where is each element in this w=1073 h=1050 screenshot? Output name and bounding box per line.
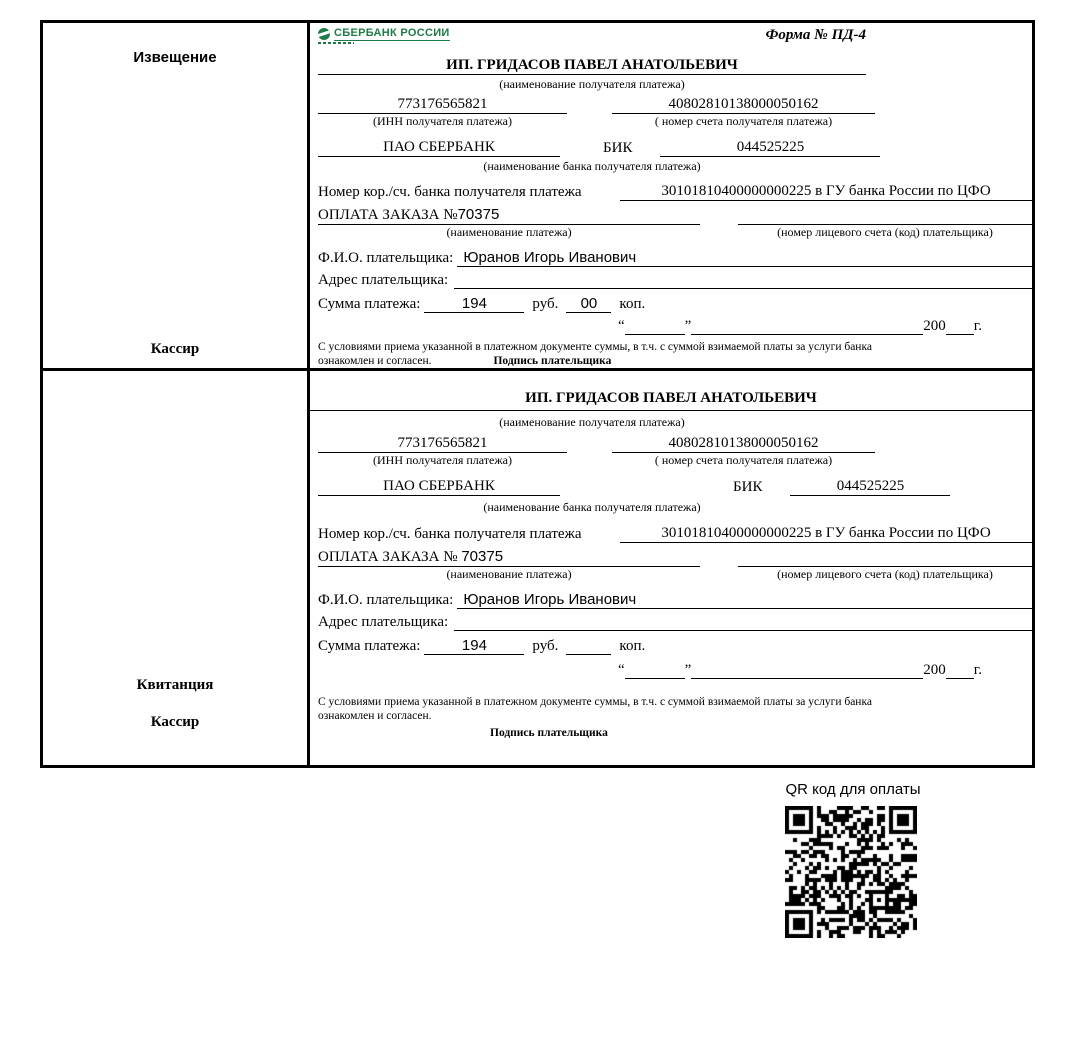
payee-inn-caption: (ИНН получателя платежа) bbox=[373, 453, 512, 467]
personal-account-caption: (номер лицевого счета (код) плательщика) bbox=[777, 225, 993, 239]
payer-address-blank bbox=[454, 270, 1032, 289]
payer-fio-label: Ф.И.О. плательщика: bbox=[318, 592, 454, 608]
section-label-receipt: Квитанция bbox=[136, 677, 214, 693]
agreement-text: С условиями приема указанной в платежном документе суммы, в т.ч. с суммой взимаемой платы за услуги банка ознакомлен и согласен. Подпись плательщика bbox=[318, 341, 872, 368]
payment-purpose: ОПЛАТА ЗАКАЗА № 70375 bbox=[318, 548, 700, 567]
sberbank-logo-tagline bbox=[318, 42, 354, 44]
receipt-right-cell bbox=[310, 371, 1032, 765]
signature-label: Подпись плательщика bbox=[493, 355, 612, 368]
date-line: “ ” 200 г. bbox=[617, 318, 982, 334]
payee-account-value: 40802810138000050162 bbox=[612, 435, 875, 453]
corr-account-value: 30101810400000000225 в ГУ банка России по ЦФО bbox=[620, 525, 1032, 543]
amount-kop-value: 00 bbox=[566, 295, 611, 313]
notice-block bbox=[43, 23, 1032, 371]
year-suffix: г. bbox=[973, 662, 982, 678]
bik-value: 044525225 bbox=[660, 139, 880, 157]
signature-label: Подпись плательщика bbox=[490, 726, 608, 739]
rub-label: руб. bbox=[532, 296, 559, 312]
payee-bank-caption: (наименование банка получателя платежа) bbox=[483, 159, 701, 173]
notice-right-cell bbox=[310, 23, 1032, 368]
order-number: 70375 bbox=[461, 548, 504, 565]
payment-purpose: ОПЛАТА ЗАКАЗА №70375 bbox=[318, 206, 700, 225]
sberbank-logo bbox=[318, 27, 450, 44]
corr-account-label: Номер кор./сч. банка получателя платежа bbox=[318, 184, 582, 200]
payee-inn-value: 773176565821 bbox=[318, 96, 567, 114]
payer-fio-label: Ф.И.О. плательщика: bbox=[318, 250, 454, 266]
qr-caption: QR код для оплаты bbox=[785, 781, 921, 798]
payer-fio-value: Юранов Игорь Иванович bbox=[457, 249, 1032, 267]
pd4-form-table bbox=[40, 20, 1035, 768]
corr-account-value: 30101810400000000225 в ГУ банка России по ЦФО bbox=[620, 183, 1032, 201]
order-number: 70375 bbox=[457, 206, 500, 223]
payee-account-caption: ( номер счета получателя платежа) bbox=[654, 114, 833, 128]
receipt-block bbox=[43, 371, 1032, 765]
bik-value: 044525225 bbox=[790, 478, 950, 496]
year-suffix: г. bbox=[973, 318, 982, 334]
notice-left-cell bbox=[43, 23, 310, 368]
bik-label: БИК bbox=[603, 140, 633, 156]
amount-kop-blank bbox=[566, 637, 611, 655]
agreement-text: С условиями приема указанной в платежном документе суммы, в т.ч. с суммой взимаемой платы за услуги банка ознакомлен и согласен. bbox=[318, 696, 872, 723]
qr-section bbox=[783, 781, 923, 938]
kop-label: коп. bbox=[619, 296, 646, 312]
payee-account-caption: ( номер счета получателя платежа) bbox=[654, 453, 833, 467]
personal-account-caption: (номер лицевого счета (код) плательщика) bbox=[777, 567, 993, 581]
payee-account-value: 40802810138000050162 bbox=[612, 96, 875, 114]
payee-name: ИП. ГРИДАСОВ ПАВЕЛ АНАТОЛЬЕВИЧ bbox=[318, 57, 866, 75]
amount-rub-value: 194 bbox=[424, 637, 524, 655]
rub-label: руб. bbox=[532, 638, 559, 654]
sberbank-logo-text: СБЕРБАНК РОССИИ bbox=[334, 27, 450, 39]
corr-account-label: Номер кор./сч. банка получателя платежа bbox=[318, 526, 582, 542]
payment-name-caption: (наименование платежа) bbox=[446, 225, 572, 239]
payee-inn-caption: (ИНН получателя платежа) bbox=[373, 114, 512, 128]
payee-bank-caption: (наименование банка получателя платежа) bbox=[483, 500, 701, 514]
year-prefix: 200 bbox=[923, 662, 946, 678]
sberbank-logo-icon bbox=[318, 28, 330, 40]
year-prefix: 200 bbox=[923, 318, 946, 334]
logo-row bbox=[318, 27, 1024, 53]
payment-sum-label: Сумма платежа: bbox=[318, 296, 421, 312]
section-label-cashier: Кассир bbox=[150, 341, 200, 357]
payer-address-blank bbox=[454, 612, 1032, 631]
payment-sum-label: Сумма платежа: bbox=[318, 638, 421, 654]
qr-code bbox=[785, 806, 917, 938]
bik-label: БИК bbox=[733, 479, 763, 495]
payee-name-caption: (наименование получателя платежа) bbox=[499, 77, 685, 91]
payee-name: ИП. ГРИДАСОВ ПАВЕЛ АНАТОЛЬЕВИЧ bbox=[310, 390, 1032, 411]
date-line: “ ” 200 г. bbox=[617, 662, 982, 678]
section-label-notice: Извещение bbox=[133, 49, 217, 66]
personal-account-blank bbox=[738, 206, 1032, 225]
payee-bank-value: ПАО СБЕРБАНК bbox=[318, 478, 560, 496]
payment-name-caption: (наименование платежа) bbox=[446, 567, 572, 581]
payee-bank-value: ПАО СБЕРБАНК bbox=[318, 139, 560, 157]
payer-fio-value: Юранов Игорь Иванович bbox=[457, 591, 1032, 609]
payer-address-label: Адрес плательщика: bbox=[318, 614, 449, 630]
section-label-cashier: Кассир bbox=[150, 714, 200, 730]
personal-account-blank bbox=[738, 548, 1032, 567]
payer-address-label: Адрес плательщика: bbox=[318, 272, 449, 288]
receipt-left-cell bbox=[43, 371, 310, 765]
form-number-label: Форма № ПД-4 bbox=[765, 27, 866, 43]
kop-label: коп. bbox=[619, 638, 646, 654]
payee-inn-value: 773176565821 bbox=[318, 435, 567, 453]
payee-name-caption: (наименование получателя платежа) bbox=[499, 415, 685, 429]
amount-rub-value: 194 bbox=[424, 295, 524, 313]
